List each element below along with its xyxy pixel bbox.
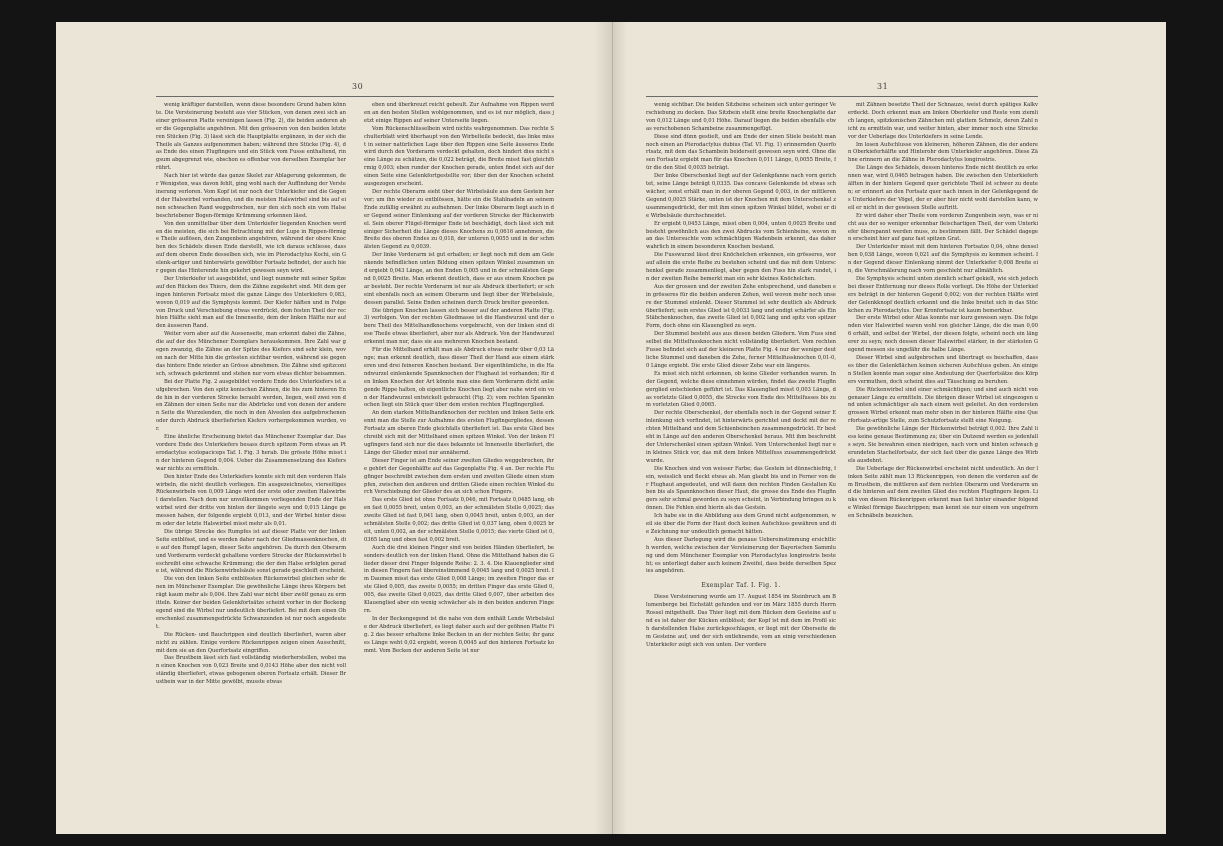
paragraph: Die von den linken Seite entblössten Rückenwirbel gleichen sehr denen im Münchener Exemplar. Die gewöhnliche Länge ihres Körpers beträgt kaum mehr als 0,004. Ihre Zahl war nicht über zwölf genau zu ermitteln. Keiner der beiden Gelenkfortsätze scheint vorher in der Beckengegend sind die Wirbel nur undeutlich überliefert. Bei mit dem einen Oberschenkel zusammengedrückte Schwanzenden ist nur noch angedeutet.	[156, 576, 346, 630]
paragraph: Die Rückenwirbel sind einer schmächtigen; und sind auch nicht von genauer Länge zu ermitteln. Die übrigen dieser Wirbel ist eingezogen und unten schmächtiger als nach einem weit geleitet. An den vordersten grossen Wirbel erkennt man mehr oben in der hinteren Hälfte eine Querfortsatz-artige Stelle, zum Schutzfortsatz stellt eine Neigung.	[848, 386, 1038, 425]
paragraph: mit Zähnen besetzte Theil der Schnauze, weist durch spätiges Kalkverdeckt. Doch erkennt man am linken Oberkiefer und Reste vom ziemlich langen, spitzkonischen Zähnchen mit glattem Schmelz, deren Zahl nicht zu ermitteln war, und weiter hinten, aber immer noch eine Strecke vor der Ueberlage des Unterkiefers in seine Lende.	[848, 102, 1038, 140]
paragraph: Bei der Platte Fig. 2 ausgebildet vordere Ende des Unterkiefers ist aufgebrochen. Von den spitz konischen Zähnen, die bis zum hinteren Ende hin in der vorderen Strecke beraubt werden, liegen, weil zwei von den Zähnen der einen Seite nur die Abdrücke und von denen der anderen Seite die Wurzelenden, die noch in den Alveolen des aufgebrochenen oder durch Abdruck überlieferten Kiefers vorhergekommen wurden, vor.	[156, 378, 346, 433]
paragraph: Der erste Wirbel oder Atlas konnte nur kurz gewesen seyn. Die folgenden vier Halswirbel waren wohl von gleicher Länge, die die man 0,006 erhält, und selbst der Wirbel, der diesen folgte, scheint noch ein längerer zu seyn; noch dessen dieser Halswirbel stärker, in der stärksten Gegend messen sie ungefähr die halbe Länge.	[848, 315, 1038, 354]
paragraph: Der linke Vorderarm ist gut erhalten; er liegt noch mit dem am Gelenkende befindlichen unten Bildung einen spitzen Winkel zusammen und ergiebt 0,043 Länge, an den Enden 0,005 und in der schmälsten Gegend 0,0025 Breite. Man erkennt deutlich, dass er aus einem Knochen paar besteht. Der rechte Vorderarm ist nur als Abdruck überliefert; er scheint ebenfalls noch an seinem Oberarm und liegt über der Wirbelsäule, dessen parallel. Seine Enden scheinen durch Druck breiter geworden.	[364, 252, 554, 306]
gutter-shadow	[613, 22, 627, 834]
text-column-2	[364, 102, 554, 792]
paragraph: Weiter vorn aber auf die Aussenseite, man erkennt dabei die Zähne, die auf der des Münchener Exemplars herauskommen. Ihre Zahl war gegen zwanzig, die Zähne an der Spitze des Kiefers sind sehr klein, wovon nach der Mitte hin die grössten sichtbar werden, während sie gegen das hintere Ende wieder an Grösse abnehmen. Die Zähne sind spitzconisch, schwach gekrümmt und stehen nur vorn etwas dichter beisammen.	[156, 331, 346, 377]
paragraph: Die übrige Strecke des Rumpfes ist auf dieser Platte vor der linken Seite entblösst, und es werden daher nach der Gliedmassenknochen, die auf den Rumpf lagen, dieser Seite angehören. Da durch den Oberarm und Vorderarm verdeckt gehaltene vordere Strecke der Rückenwirbel beschreibt eine schwache Krümmung; die der den Halse erfolgten gerade ist, während die Rückenwirbelsäule sonst gerade geschleift erscheint.	[156, 528, 346, 575]
paragraph: Das erste Glied ist ohne Fortsatz 0,046, mit Fortsatz 0,0485 lang, oben fast 0,0055 breit, unten 0,003, an der schmälsten Stelle 0,0025; das zweite Glied ist fast 0,041 lang, oben 0,0045 breit, unten 0,003, an der schmälsten Stelle 0,002; das dritte Glied ist 0,037 lang, oben 0,0025 breit, unten 0,002, an der schmälsten Stelle 0,0015; das vierte Glied ist 0,0365 lang und oben fast 0,002 breit.	[364, 497, 554, 543]
book-spread	[56, 22, 1166, 834]
section-heading: Exemplar Taf. I. Fig. 1.	[701, 582, 781, 590]
right-page	[613, 22, 1166, 834]
page-number: 31	[877, 82, 889, 91]
paragraph: Der Stummel besteht aus aus diesen beiden Gliedern. Vom Fuss sind selbst die Mittelfussknochen nicht vollständig überliefert. Vom rechten Fusse befindet sich auf der kleineren Platte Fig. 4 nur der weniger deutliche Stummel und daneben die Zehe, ferner Mittelfussknochen 0,01-0,0 Länge ergiebt. Die erste Glied dieser Zehe war ein längeres.	[646, 331, 836, 369]
left-page	[56, 22, 613, 834]
paragraph: In der Beckengegend ist die nahe von dem enthält Lende Wirbelsäule der Abdruck überliefert, es liegt daher auch auf der geöhnen Platte Fig. 2 das besser erhaltene linke Becken in an der rechten Seite; ihr ganzes Länge weht 0,02 ergiebt, wovon 0,0045 auf den hinteren Fortsatz kommt. Vom Becken der anderen Seite ist nur	[364, 615, 554, 654]
gutter-shadow	[594, 22, 612, 834]
paragraph: Aus dieser Darlegung wird die genaue Uebereinstimmung ersichtlich werden, welche zwischen der Versteinerung der Bayerischen Sammlung und dem Münchener Exemplar von Pterodactylus longirostris besteht; es unterliegt daher auch keinem Zweifel, dass beide derselben Spezies angehören.	[646, 536, 836, 575]
paragraph: An dem starken Mittelhandknochen der rechten und linken Seite erkennt man die Stelle zur Aufnahme des ersten Flugfingergliedes, dessen Fortsatz am oberen Ende gleichfalls überliefert ist. Das erste Glied beschreibt sich mit der Mittelhand einen spitzen Winkel. Von der linken Flugfingers fand sich nur die dass bekannte ist Innenseite überliefert, die Länge der Glieder misst nur annähernd.	[364, 410, 554, 456]
header-rule	[156, 96, 554, 97]
text-body	[156, 102, 554, 792]
paragraph: Es misst sich nicht erkennen, ob keine Glieder vorhanden waren. In der Gegend, welche diese einnehmen würden, findet das zweite Flugfingerglied entschieden geführt ist. Das Klauenglied misst 0,003 Länge, das vorletzte Glied 0,0055, die Strecke vom Ende des Mittelfusses bis zum vorletzten Glied 0,0065.	[646, 370, 836, 409]
paragraph: Diese Versteinerung wurde am 17. August 1854 im Steinbruch am Blumenberge bei Eichstätt gefunden und vor im März 1855 durch Herrn Rossel mitgetheilt. Das Thier liegt mit dem Rücken dem Gesteine auf und es ist daher der Kücken entblösst; der Kopf ist mit dem im Profil sich darstellenden Halse zurückgeschlagen, er liegt mit der Oberseite dem Gesteine auf, und der sich entlehnende, vom an einig verschiedenen Unterkiefer zeigt sich von unten. Der vordere	[646, 594, 836, 648]
text-column-2	[848, 102, 1038, 792]
paragraph: Auch die drei kleinen Finger sind von beiden Händen überliefert, besonders deutlich von der linken Hand. Ohne die Mittelhand haben die Glieder dieser drei Finger folgende Reihe: 2. 3. 4. Die Klauenglieder sind in diesen Fingern fast übereinstimmend 0,0045 lang und 0,0025 breit. Im Daumen misst das erste Glied 0,008 Länge; im zweiten Finger das erste Glied 0,005, das zweite 0,0055; im dritten Finger das erste Glied 0,005, das zweite Glied 0,0025, das dritte Glied 0,007, über arbeiten des Klauenglied aber ein wenig schwächer als in den beiden anderen Fingern.	[364, 544, 554, 614]
paragraph: Die Knochen sind von weisser Farbe; das Gestein ist dünnschiefrig, fein, weisslich und fleckt etwas ab. Man glaubt bis und in Ferner von der Flughaut angedeutet, und will dann den rechten Finden Gestalten Kuben bis als Spannknochen dieser Haut, die grosse des Ende des Flugfingers sehr schmal geworden zu seyn scheint, in Verbindung bringen zu können. Die Fehlen sind hierin als das Gestein.	[646, 465, 836, 512]
paragraph: Der linke Oberschenkel liegt auf der Gelenkpfanne nach vorn gerichtet, seine Länge beträgt 0,0335. Das concave Gelenkende ist etwas schwächer, sonst erhält man in der oberen Gegend 0,003, in der mittleren Gegend 0,0025 Stärke, unten ist der Knochen mit dem Unterschenkel zusammengedrückt, der mit ihm einen spitzen Winkel bildet, wobei er die Wirbelsäule durchschneidet.	[646, 173, 836, 219]
paragraph: Nach hier ist würde das ganze Skelet zur Ablagerung gekommen, der Wenigsten, was davon fehlt, ging wohl nach der Auffindung der Versteinerung verloren. Vom Kopf ist nur noch der Unterkiefer und die Gegend der Halswirbel vorhanden, und die meisten Halswirbel sind bis auf einen schwachen Rand weggebrochen, nur den sich noch ein vom Halse beschriebener Bogen-förmige Krümmung erkennen lässt.	[156, 173, 346, 219]
paragraph: Den hinter Ende des Unterkiefers konnte sich mit den vorderen Halswirbeln, die nicht deutlich vorliegen. Ein ausgezeichnetes, vierseitiges Rückenwirbeln von 0,009 Länge wird der erste oder zweiten Halswirbel darstellen. Nach dem nur unvollkommen vorliegenden Ende der Halswirbel wird der dritte von hinten der längste seyn und 0,015 Länge gemessen haben, der folgende ergiebt 0,013, und der Wirbel hinter diesem oder der letzte Halswirbel misst mehr als 0,01.	[156, 473, 346, 528]
paragraph: Der rechte Oberschenkel, der ebenfalls noch in der Gegend seiner Einlenkung sich vorfindet, ist hinterwärts gerichtet und deckt mit der rechten Mittelhand und dem Schienbeinchen zusammengedrückt. Er besteht in Länge auf den anderen Oberschenkel heraus. Mit ihm beschreibt der Unterschenkel einen spitzen Winkel. Vom Unterschenkel liegt nur ein kleines Stück vor, das mit dem linken Mittelfuss zusammengedrückt wurde.	[646, 410, 836, 464]
paragraph: Er ergiebt 0,0453 Länge, misst oben 0,004, unten 0,0025 Breite und besteht gewöhnlich aus den zwei Abdrucks vom Schienbeine, wovon man das Untersuchte vom schmächtigen Wadenbein erkennt, das daher wahrlich in einem besonderen Knochen bestand.	[646, 220, 836, 251]
text-column-1	[646, 102, 836, 792]
text-column-1	[156, 102, 346, 792]
paragraph: Dieser Wirbel sind aufgebrochen und übertragt es beschaffen, dass es über die Gelenkflächen keinen sicheren Aufschluss geben. An einigen Stellen konnte man sogar eine Andeutung der Querfortsätze des Körpers vermuthen, doch scheint dies auf Täuschung zu beruhen.	[848, 355, 1038, 385]
paragraph: Im losen Aufschlusse von kleineren, höheren Zähnen, die der anderen Oberkieferhälfte und Hinterohr dem Unterkiefer angehören. Diese Zähne erinnern an die Zähne in Pterodactylus longirostris.	[848, 141, 1038, 164]
paragraph: Eine ähnliche Erscheinung bietet das Münchener Exemplar dar. Das vordere Ende des Unterkiefers besass durch spitzem Form etwas an Pterodactylus scolopaciceps Taf. I. Fig. 3 herab. Die grösste Höhe misst in der hinteren Gegend 0,004. Ueber die Zusammensetzung des Kiefers war nichts zu ermitteln.	[156, 434, 346, 472]
paragraph: Ich habe sie in die Abbildung aus dem Grund nicht aufgenommen, weil sie über die Form der Haut doch keinen Aufschluss gewähren und die Zeichnung nur undeutlich gemacht hätten.	[646, 513, 836, 535]
paragraph: Die Ueberlage der Rückenwirbel erscheint nicht undeutlich. An der linken Seite zählt man 13 Rückenrippen, von denen die vorderen auf dem Brustbein, die mittleren auf dem rechten Oberarm und Vorderarm und die hinteren auf dem zweiten Glied des rechten Flugfingers liegen. Links von diesen Rückenrippen erkennt man fast hinter einander folgende Winkel förmige Bauchrippen; man kennt sie nur einem von ungefrornen Schnäbeln bezeichen.	[848, 465, 1038, 520]
paragraph: Aus der grossen und der zweiten Zehe entsprechend, und daneben ein grösseres für die beiden anderen Zehen, weil wovon mehr noch unsere der Stummel einlenkt. Dieser Stummel ist sehr deutlich als Abdruck überliefert; sein erstes Glied ist 0,0033 lang und endigt schärfer als Ein Stäbchenknochen, das zweite Glied ist 0,002 lang und spitz von spitzer Form, doch ohne ein Klauenglied zu seyn.	[646, 283, 836, 330]
paragraph: Das Brustbein lässt sich fast vollständig wiederherstellen, wobei man einen Knochen von 0,023 Breite und 0,0143 Höhe aber den nicht vollständig überliefert, etwas gebogenen oberen Fortsatz erhält. Dieser Brustbein war in der Mitte gewölbt, musste etwas	[156, 655, 346, 686]
paragraph: Die Rücken- und Bauchrippen sind deutlich überliefert, waren aber nicht zu zählen. Einige vordere Rückenrippen zeigen einen Ausschnitt, mit dem sie an den Querfortsatz eingriffen.	[156, 631, 346, 654]
paragraph: wenig sichtbar. Die beiden Sitzbeine scheinen sich unter geringer Verschiebung zu decken. Das Sitzbein stellt eine breite Knochenplatte dar von 0,012 Länge und 0,01 Höhe. Darauf liegen die beiden ebenfalls etwas verschobenen Schambeine zusammengefügt.	[646, 102, 836, 132]
paragraph: Von den unmittelbar über dem Unterkiefer liegenden Knochen werden die meisten, die sich bei Betrachtung mit der Lupe in Rippen-förmige Theile auflösen, den Zungenbein angehören, während der obere Knochen des Schädels diesen Ende darstellt, wie ich daraus schliesse, dass auf dem oberen Ende desselben sich, wie im Pterodactylus Kochi, ein Gelenk-artiger und hinterwärts gewölbter Fortsatz befindet, der auch hier gegen das Hinterende hin gekehrt gewesen seyn wird.	[156, 220, 346, 275]
paragraph: eben und überkreuzt reicht gebeult. Zur Aufnahme von Rippen werden an den besten Stellen wohlgenommen, und es ist nur möglich, dass jetzt einige Rippen auf seiner Unterseite liegen.	[364, 102, 554, 124]
paragraph: Die Länge des Schädels, dessen hinteres Ende nicht deutlich zu erkennen war, wird 0,0465 betragen haben. Die zwischen den Unterkieferhälften in der hintern Gegend quer gerichtete Theil ist schwer zu deuten; er erinnert an den Fortsatz quer nach innen in der Gelenkgegend des Unterkiefers der Vögel, der er aber hier nicht wohl darstellen kann, weil er nicht in der gewissen Stelle auftritt.	[848, 165, 1038, 211]
paragraph: wenig kräftiger darstellen, wenn diese besondere Grund haben könnte. Die Versteinerung besteht aus vier Stücken, von denen zwei sich an einer grösseren Platte vereinigen lassen (Fig. 2), die beiden anderen aber die Gegenplatte angehören. Mit den grösseren von den beiden letzteren Stücken (Fig. 3) lässt sich die Hauptplatte ergänzen, in der sich die Theile als Ganzes aufgenommen haben; während ihre Stücke (Fig. 4), das Ende des einen Flugfingers und ein Stück vom Fusse enthaltend, ringsum abgegrenzt wie, obschon es offenbar von derselben Exemplar herrührt.	[156, 102, 346, 172]
paragraph: Dieser Finger ist am Ende seiner zweiten Gliedes weggebrochen, ihre gehört der Gegenhälfte auf das Gegenplatte Fig. 4 an. Der rechte Flugfinger beschreibt zwischen dem ersten und zweiten Gliede einen stumpfen, zwischen den anderen und dritten Gliede einen rechten Winkel durch Verschiebung der Glieder des an sich schon Fingers.	[364, 457, 554, 496]
paragraph: Der rechte Oberarm sieht über der Wirbelsäule aus dem Gestein hervor; um ihn wieder zu entblössen, hätte ein die Stahlnadeln an seinem Ende zufällig erwähnt zu aufnehmen. Der linke Oberarm liegt auch in der Gegend seiner Einlenkung auf der vorderen Strecke der Rückenwirbel. Sein oberer Flügel-förmiger Ende ist beschädigt, doch lässt sich mit einiger Sicherheit die Länge dieses Knochens zu 0,0616 annehmen, die Breite des oberen Endes zu 0,018, der unteren 0,0055 und in der schmälsten Gegend zu 0,0039.	[364, 188, 554, 251]
page-number: 30	[352, 82, 364, 91]
paragraph: Er wird daher eher Theile vom vorderen Zungenbein seyn, was er nicht aus der so weniger erkennbar fleischartigen Theil, der vom Unterkiefer überspannt werden muss, zu bestimmen fällt. Der Schädel dagegen erscheint hier auf ganz fast spitzen Grat.	[848, 212, 1038, 243]
paragraph: Der Unterkiefer misst mit dem hinteren Fortsatze 0,04, ohne denselben 0,038 Länge, wovon 0,021 auf die Symphysis zu kommen scheint. In der Gegend dieser Einlenkung nimmt der Unterkiefer 0,008 Breite ein, die Verschmälerung nach vorn geschieht nur allmählich.	[848, 244, 1038, 275]
paragraph: Die gewöhnliche Länge der Rückenwirbel beträgt 0,002. Ihre Zahl liess keine genaue Bestimmung zu; über ein Dutzend werden es jedenfalls seyn. Sie bewahren einen niedrigen, nach vorn und hinten schwach gerundeten Stachelfortsatz, der sich fast über die ganze Länge des Wirbels ausdehnt.	[848, 426, 1038, 464]
paragraph: Vom Rückenschlüsselbein wird nichts wahrgenommen. Das rechte Schulterblatt wird überhaupt von den Wirbelteile bedeckt, das linke misst in seiner natürlichen Lage über den Rippen eine Seite äusseres Ende wird durch den Vorderarm verdeckt gehalten, doch hindert dies nicht seine Länge zu schätzen, die 0,022 beträgt, die Breite misst fast gleichförmig 0,003; eben runder der Knochen gerade, unten findet sich auf der einen Seite eine Gelenkfortgestellte vor; über den der Knochen scheint ausgezogen erscheint.	[364, 125, 554, 188]
text-body	[646, 102, 1038, 792]
paragraph: Der Unterkiefer ist ausgebildet, und liegt nunmehr mit seiner Spitze auf den Rücken des Thiers, dem die Zähne zugekehrt sind. Mit dem geringen hinteren Fortsatz misst die ganze Länge des Unterkiefers 0,083, wovon 0,019 auf die Symphysis kommt. Der Kiefer häften und in Folge von Druck und Verschiebung etwas verdrückt, dem festen Theil der rechten Hälfte sieht man auf die Innenseite, dem der linken Hälfte nur auf den äusseren Rand.	[156, 275, 346, 330]
paragraph: Die Fusswurzel lässt drei Knöchelchen erkennen, ein grösseres, worauf allein die erste Reihe zu bestehen scheint und das mit dem Unterschenkel gerade zusammenliegt, aber gegen den Fuss hin stark rundet, in der zweiten Reihe bemerkt man ein sehr kleines Knöchelchen.	[646, 252, 836, 282]
header-rule	[646, 96, 1038, 97]
paragraph: Die übrigen Knochen lassen sich besser auf der anderen Platte (Fig. 3) verfolgen. Von der rechten Gliedmasse ist die Handwurzel und der obere Theil des Mittelhandknochens vorgebracht, von der linken sind diese Theile etwas überliefert, aber nur als Abdruck. Von der Handwurzel erkennt man nur, dass sie aus mehreren Knochen bestand.	[364, 307, 554, 346]
paragraph: Für die Mittelhand erhält man als Abdruck etwas mehr über 0,03 Länge; man erkennt deutlich, dass dieser Theil der Hand aus einem stärkeren und drei feineren Knochen bestand. Der eigenthümliche, in die Handwurzel einlenkende Spannknochen der Flughaut ist vorhanden; für den linken Knochen der Art könnte man eine dem Vorderarm dicht anliegende Rippe halten, ob eigentliche Knochen liegt aber nahe wird ein von der Handwurzel entwickelt gebraucht (Fig. 2); vom rechten Spannknochen liegt ein Stück quer über dem ersten rechten Flugfingerglied.	[364, 347, 554, 409]
paragraph: Diese sind dünn gestielt, und am Ende der einen Stiele besteht man noch einen an Pterodactylus dubius (Taf. VI. Fig. 1) erinnernden Querfortsatz, mit dem das Schambein beiderseit gewesen seyn wird. Ohne diesen Fortsatz ergiebt man für das Knochen 0,011 Länge, 0,0055 Breite, für die den Stiel 0,0035 beträgt.	[646, 133, 836, 172]
paragraph: Die Symphysis scheint unten ziemlich scharf gekielt, wie sich jedoch bei dieser Entfernung nur dieses Rolle vorliegt. Die Höhe der Unterkiefers beträgt in der hinteren Gegend 0,002; von der rechten Hälfte wird der Gelenkknopf deutlich erkannt und die linke breitet sich in das Stückchen zu Pterodactylus. Der Kronfortsatz ist kaum bemerkbar.	[848, 275, 1038, 314]
